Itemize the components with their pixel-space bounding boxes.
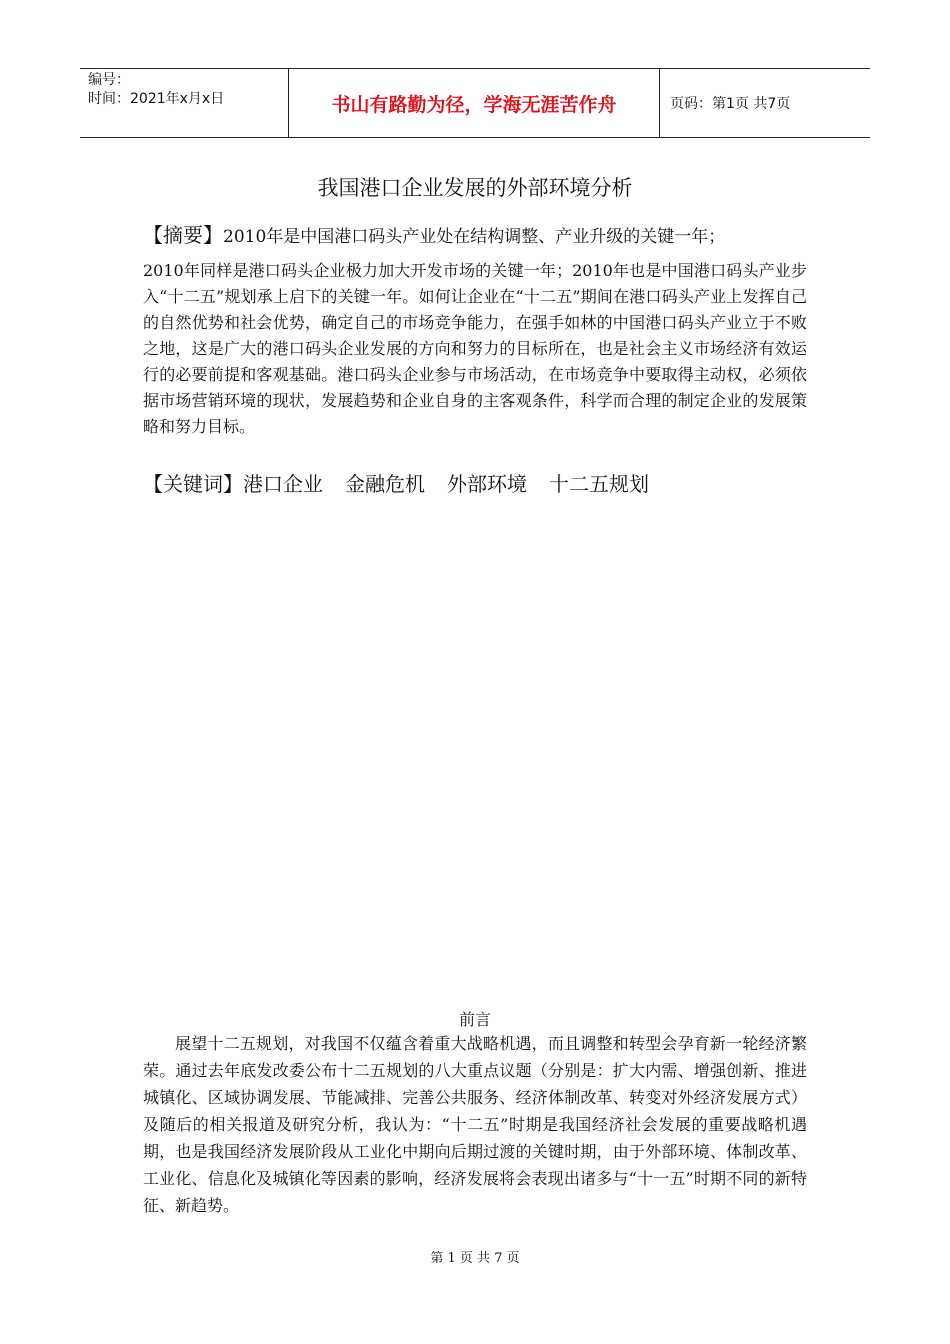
number-label: 编号： xyxy=(88,72,130,88)
keyword-item: 金融危机 xyxy=(345,472,425,496)
keyword-item: 十二五规划 xyxy=(549,472,649,496)
header-motto: 书山有路勤为径，学海无涯苦作舟 xyxy=(289,69,660,137)
abstract-first-line xyxy=(143,222,823,250)
preface-body: 展望十二五规划，对我国不仅蕴含着重大战略机遇，而且调整和转型会孕育新一轮经济繁荣。通过去年底发改委公布十二五规划的八大重点议题（分别是：扩大内需、增强创新、推进城镇化、区域协调发展、节能减排、完善公共服务、经济体制改革、转变对外经济发展方式）及随后的相关报道及研究分析，我认为：“十二五”时期是我国经济社会发展的重要战略机遇期，也是我国经济发展阶段从工业化中期向后期过渡的关键时期，由于外部环境、体制改革、工业化、信息化及城镇化等因素的影响，经济发展将会表现出诸多与“十一五”时期不同的新特征、新趋势。 xyxy=(143,1034,807,1215)
keyword-item: 外部环境 xyxy=(447,472,527,496)
keywords-tag: 【关键词】 xyxy=(143,472,243,496)
page-footer: 第 1 页 共 7 页 xyxy=(430,1251,520,1266)
abstract-tag: 【摘要】 xyxy=(143,223,223,247)
abstract-body: 2010年同样是港口码头企业极力加大开发市场的关键一年；2010年也是中国港口码头产业步入“十二五”规划承上启下的关键一年。如何让企业在“十二五”期间在港口码头产业上发挥自己的自然优势和社会优势，确定自己的市场竞争能力，在强手如林的中国港口码头产业立于不败之地，这是广大的港口码头企业发展的方向和努力的目标所在，也是社会主义市场经济有效运行的必要前提和客观基础。港口码头企业参与市场活动，在市场竞争中要取得主动权，必须依据市场营销环境的现状，发展趋势和企业自身的主客观条件，科学而合理的制定企业的发展策略和努力目标。 xyxy=(143,261,807,436)
keywords-line xyxy=(143,468,823,497)
header-table xyxy=(80,68,870,138)
abstract-first-text: 2010年是中国港口码头产业处在结构调整、产业升级的关键一年； xyxy=(223,227,726,247)
keyword-item: 港口企业 xyxy=(243,472,323,496)
header-meta xyxy=(80,69,289,137)
time-label: 时间：2021年x月x日 xyxy=(88,91,225,107)
preface-title: 前言 xyxy=(458,1010,491,1029)
header-page-info: 页码：第1页 共7页 xyxy=(670,96,791,112)
document-title: 我国港口企业发展的外部环境分析 xyxy=(317,176,633,200)
